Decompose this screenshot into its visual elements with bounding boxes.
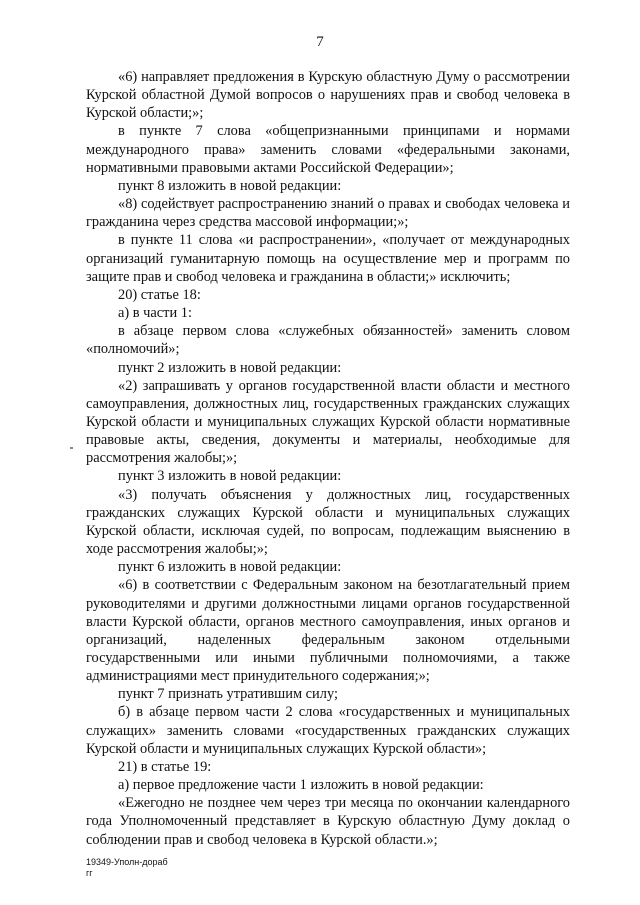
document-body bbox=[86, 68, 570, 849]
footer-doc-code: 19349-Уполн-дораб bbox=[86, 857, 168, 867]
paragraph: «3) получать объяснения у должностных лиц, государственных гражданских служащих Курской области и муниципальных служащих Курской области, исключая судей, по вопросам, подлежащим выяснению в ходе рассмотрения жалобы;»; bbox=[86, 486, 570, 558]
paragraph: а) первое предложение части 1 изложить в новой редакции: bbox=[118, 777, 484, 794]
document-footer bbox=[86, 857, 168, 879]
paragraph: в пункте 7 слова «общепризнанными принципами и нормами международного права» заменить словами «федеральными законами, нормативными правовыми актами Российской Федерации»; bbox=[86, 123, 570, 176]
paragraph: 20) статье 18: bbox=[118, 286, 201, 303]
paragraph: пункт 6 изложить в новой редакции: bbox=[118, 559, 342, 576]
paragraph: пункт 2 изложить в новой редакции: bbox=[118, 359, 342, 376]
paragraph: б) в абзаце первом части 2 слова «государственных и муниципальных служащих» заменить словами «государственных гражданских служащих Курской области и муниципальных служащих Курской области»; bbox=[86, 704, 570, 757]
paragraph: пункт 8 изложить в новой редакции: bbox=[118, 177, 342, 194]
paragraph: в пункте 11 слова «и распространении», «получает от международных организаций гуманитарную помощь на осуществление мер и программ по защите прав и свобод человека и гражданина в области;» исключить; bbox=[86, 232, 570, 285]
paragraph: в абзаце первом слова «служебных обязанностей» заменить словом «полномочий»; bbox=[86, 323, 570, 358]
paragraph: а) в части 1: bbox=[118, 305, 192, 322]
footer-initials: гг bbox=[86, 868, 93, 878]
page-number: 7 bbox=[316, 34, 324, 50]
paragraph: «Ежегодно не позднее чем через три месяца по окончании календарного года Уполномоченный представляет в Курскую областную Думу доклад о соблюдении прав и свобод человека в Курской области.»; bbox=[86, 795, 570, 848]
paragraph: 21) в статье 19: bbox=[118, 758, 212, 775]
paragraph: «8) содействует распространению знаний о правах и свободах человека и гражданина через средства массовой информации;»; bbox=[86, 196, 570, 231]
paragraph: «2) запрашивать у органов государственной власти области и местного самоуправления, должностных лиц, государственных гражданских служащих Курской области и муниципальных служащих Курской области нормативные правовые акты, сведения, документы и материалы, необходимые для рассмотрения жалобы;»; bbox=[86, 377, 570, 467]
paragraph: «6) направляет предложения в Курскую областную Думу о рассмотрении Курской областной Думой вопросов о нарушениях прав и свобод человека в Курской области;»; bbox=[86, 69, 570, 122]
paragraph: пункт 7 признать утратившим силу; bbox=[118, 686, 338, 703]
margin-mark bbox=[70, 447, 73, 449]
paragraph: пункт 3 изложить в новой редакции: bbox=[118, 468, 342, 485]
paragraph: «6) в соответствии с Федеральным законом на безотлагательный прием руководителями и другими должностными лицами органов государственной власти Курской области, органов местного самоуправления, иных органов и организаций, наделенных федеральным законом отдельными государственными или иными публичными полномочиями, а также администрациями мест принудительного содержания;»; bbox=[86, 577, 570, 685]
